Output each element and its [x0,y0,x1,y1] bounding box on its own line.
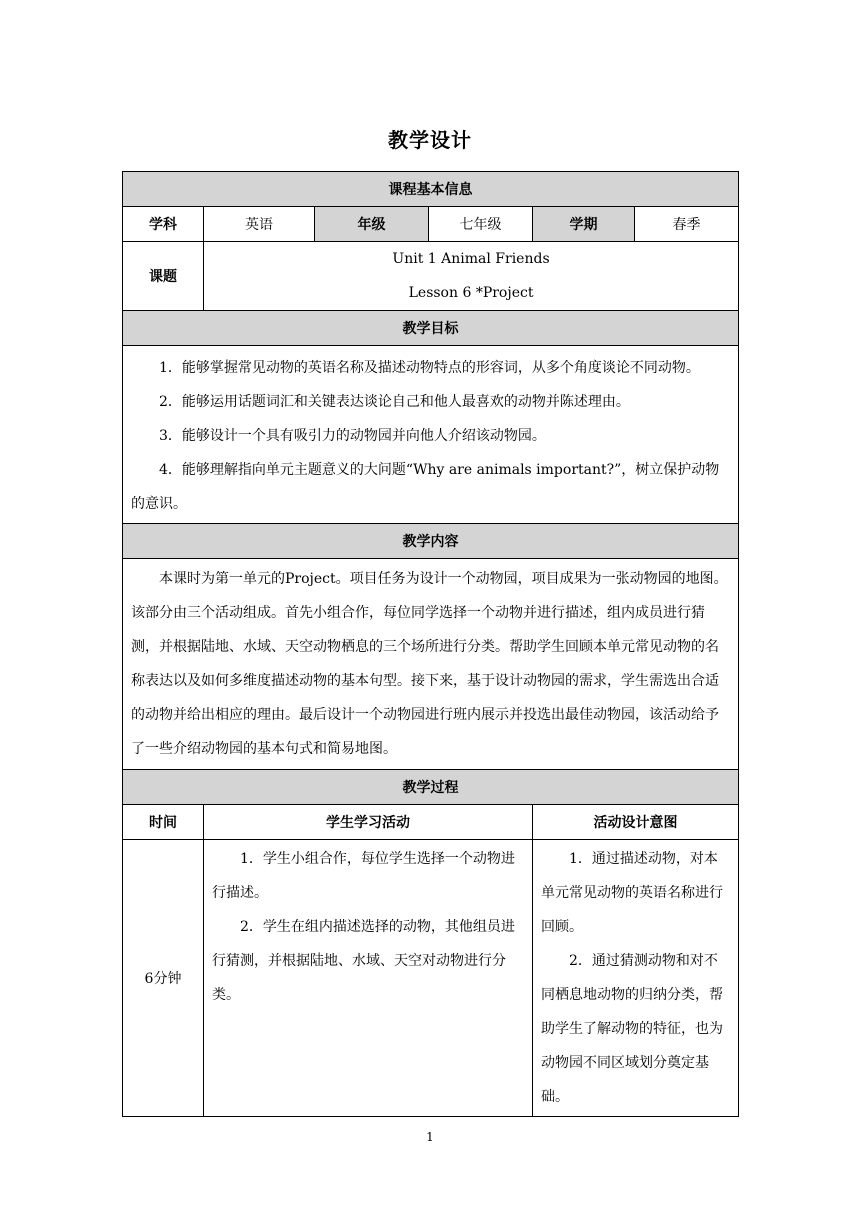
grade-label: 年级 [315,207,429,242]
col-activity: 学生学习活动 [204,805,533,840]
activity-item: 1．学生小组合作，每位学生选择一个动物进行描述。 [212,851,515,901]
objective-item: 2．能够运用话题词汇和关键表达谈论自己和他人最喜欢的动物并陈述理由。 [159,394,630,410]
activity-item: 2．学生在组内描述选择的动物，其他组员进行猜测，并根据陆地、水域、天空对动物进行分类。 [212,919,515,1003]
grade-value: 七年级 [429,207,533,242]
objective-item: 3．能够设计一个具有吸引力的动物园并向他人介绍该动物园。 [159,428,546,444]
term-value: 春季 [635,207,739,242]
objective-item: 1．能够掌握常见动物的英语名称及描述动物特点的形容词，从多个角度谈论不同动物。 [159,360,700,376]
objectives-body [123,346,739,524]
topic-unit: Unit 1 Animal Friends [392,251,550,267]
page-number: 1 [426,1130,434,1144]
topic-lesson: Lesson 6 *Project [408,285,534,301]
subject-label: 学科 [123,207,204,242]
page-title: 教学设计 [388,128,472,152]
lesson-plan-table [122,171,739,1117]
objectives-header: 教学目标 [123,311,739,346]
intent-item: 2．通过猜测动物和对不同栖息地动物的归纳分类，帮助学生了解动物的特征，也为动物园不同区域划分奠定基础。 [541,953,723,1105]
content-text: 本课时为第一单元的Project。项目任务为设计一个动物园，项目成果为一张动物园的地图。该部分由三个活动组成。首先小组合作，每位同学选择一个动物并进行描述，组内成员进行猜测，并根据陆地、水域、天空动物栖息的三个场所进行分类。帮助学生回顾本单元常见动物的名称表达以及如何多维度描述动物的基本句型。接下来，基于设计动物园的需求，学生需选出合适的动物并给出相应的理由。最后设计一个动物园进行班内展示并投选出最佳动物园，该活动给予了一些介绍动物园的基本句式和简易地图。 [131,571,728,757]
process-time: 6分钟 [123,840,204,1117]
objective-item: 4．能够理解指向单元主题意义的大问题“Why are animals important?”，树立保护动物的意识。 [131,462,720,512]
subject-value: 英语 [204,207,315,242]
content-header: 教学内容 [123,524,739,559]
process-activities [204,840,533,1117]
content-body [123,559,739,770]
topic-label: 课题 [123,242,204,311]
process-row [123,840,739,1117]
process-intents [533,840,739,1117]
intent-item: 1．通过描述动物，对本单元常见动物的英语名称进行回顾。 [541,851,723,935]
col-time: 时间 [123,805,204,840]
term-label: 学期 [533,207,635,242]
basic-info-header: 课程基本信息 [123,172,739,207]
process-header: 教学过程 [123,770,739,805]
topic-value [204,242,739,311]
col-intent: 活动设计意图 [533,805,739,840]
